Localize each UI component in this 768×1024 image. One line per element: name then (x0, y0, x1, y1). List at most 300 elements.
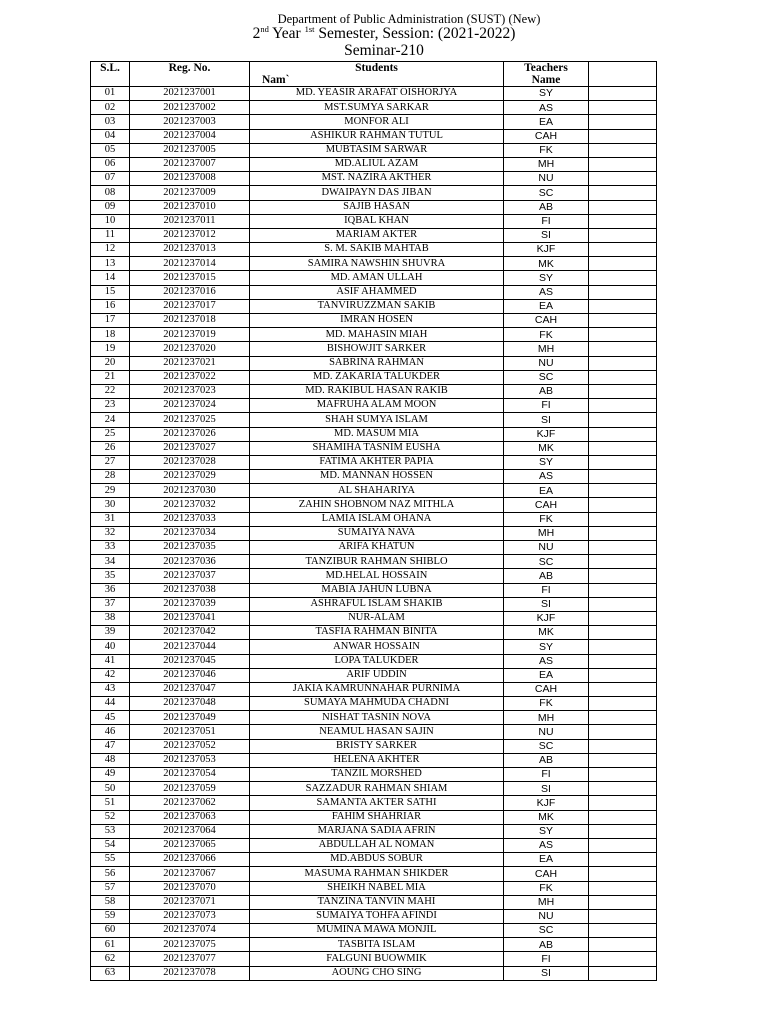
session-text: Semester, Session: (2021-2022) (318, 25, 516, 42)
cell-student-name: IMRAN HOSEN (250, 314, 504, 328)
cell-teacher: SC (504, 370, 589, 384)
cell-extra (589, 938, 657, 952)
cell-teacher: SY (504, 455, 589, 469)
table-row (91, 611, 657, 625)
cell-teacher: SY (504, 87, 589, 101)
cell-reg-no: 2021237010 (130, 200, 250, 214)
header-teacher-name: Teachers Name (504, 62, 589, 87)
cell-extra (589, 753, 657, 767)
cell-teacher: MK (504, 810, 589, 824)
cell-teacher: AB (504, 569, 589, 583)
cell-extra (589, 115, 657, 129)
cell-reg-no: 2021237005 (130, 143, 250, 157)
cell-reg-no: 2021237003 (130, 115, 250, 129)
cell-extra (589, 697, 657, 711)
cell-extra (589, 498, 657, 512)
cell-extra (589, 909, 657, 923)
cell-student-name: MD. YEASIR ARAFAT OISHORJYA (250, 87, 504, 101)
table-row (91, 640, 657, 654)
cell-reg-no: 2021237021 (130, 356, 250, 370)
cell-sl: 21 (91, 370, 130, 384)
cell-reg-no: 2021237059 (130, 782, 250, 796)
table-row (91, 796, 657, 810)
table-row (91, 881, 657, 895)
cell-teacher: CAH (504, 314, 589, 328)
cell-sl: 48 (91, 753, 130, 767)
year-number: 2 (252, 25, 261, 42)
table-body (91, 87, 657, 981)
cell-student-name: LOPA TALUKDER (250, 654, 504, 668)
cell-reg-no: 2021237018 (130, 314, 250, 328)
cell-sl: 43 (91, 682, 130, 696)
cell-student-name: ABDULLAH AL NOMAN (250, 838, 504, 852)
cell-reg-no: 2021237047 (130, 682, 250, 696)
cell-extra (589, 342, 657, 356)
cell-teacher: SI (504, 228, 589, 242)
cell-extra (589, 654, 657, 668)
cell-reg-no: 2021237032 (130, 498, 250, 512)
cell-extra (589, 484, 657, 498)
table-row (91, 711, 657, 725)
cell-reg-no: 2021237028 (130, 455, 250, 469)
cell-reg-no: 2021237046 (130, 668, 250, 682)
cell-extra (589, 356, 657, 370)
cell-teacher: SI (504, 413, 589, 427)
cell-extra (589, 853, 657, 867)
table-row (91, 555, 657, 569)
cell-sl: 31 (91, 512, 130, 526)
cell-extra (589, 200, 657, 214)
cell-extra (589, 470, 657, 484)
cell-sl: 35 (91, 569, 130, 583)
table-row (91, 172, 657, 186)
table-row (91, 101, 657, 115)
cell-extra (589, 711, 657, 725)
cell-extra (589, 455, 657, 469)
cell-sl: 41 (91, 654, 130, 668)
table-row (91, 129, 657, 143)
cell-student-name: TANZIL MORSHED (250, 768, 504, 782)
department-title: Department of Public Administration (SUST) (New) (277, 12, 541, 26)
cell-sl: 49 (91, 768, 130, 782)
cell-teacher: SC (504, 186, 589, 200)
cell-student-name: ASHRAFUL ISLAM SHAKIB (250, 597, 504, 611)
cell-reg-no: 2021237051 (130, 725, 250, 739)
table-row (91, 569, 657, 583)
cell-reg-no: 2021237024 (130, 399, 250, 413)
cell-student-name: SHAH SUMYA ISLAM (250, 413, 504, 427)
cell-teacher: AB (504, 384, 589, 398)
cell-reg-no: 2021237045 (130, 654, 250, 668)
table-row (91, 243, 657, 257)
table-row (91, 384, 657, 398)
table-row (91, 342, 657, 356)
cell-reg-no: 2021237065 (130, 838, 250, 852)
cell-teacher: EA (504, 853, 589, 867)
table-row (91, 952, 657, 966)
cell-teacher: CAH (504, 682, 589, 696)
cell-sl: 59 (91, 909, 130, 923)
cell-sl: 39 (91, 626, 130, 640)
cell-extra (589, 129, 657, 143)
cell-student-name: MABIA JAHUN LUBNA (250, 583, 504, 597)
cell-student-name: MD. MASUM MIA (250, 427, 504, 441)
cell-extra (589, 101, 657, 115)
cell-extra (589, 810, 657, 824)
cell-sl: 08 (91, 186, 130, 200)
cell-student-name: TASBITA ISLAM (250, 938, 504, 952)
cell-sl: 27 (91, 455, 130, 469)
cell-student-name: TASFIA RAHMAN BINITA (250, 626, 504, 640)
year-word: Year (272, 25, 301, 42)
table-row (91, 214, 657, 228)
cell-reg-no: 2021237066 (130, 853, 250, 867)
cell-sl: 44 (91, 697, 130, 711)
cell-extra (589, 824, 657, 838)
cell-teacher: SC (504, 555, 589, 569)
cell-sl: 25 (91, 427, 130, 441)
cell-teacher: AB (504, 753, 589, 767)
cell-teacher: KJF (504, 427, 589, 441)
cell-teacher: FI (504, 214, 589, 228)
cell-student-name: BRISTY SARKER (250, 739, 504, 753)
table-row (91, 867, 657, 881)
cell-reg-no: 2021237001 (130, 87, 250, 101)
cell-sl: 15 (91, 285, 130, 299)
cell-student-name: S. M. SAKIB MAHTAB (250, 243, 504, 257)
cell-reg-no: 2021237009 (130, 186, 250, 200)
semester-number: 1 (304, 24, 309, 34)
cell-student-name: MD. MANNAN HOSSEN (250, 470, 504, 484)
cell-reg-no: 2021237064 (130, 824, 250, 838)
cell-extra (589, 668, 657, 682)
cell-extra (589, 682, 657, 696)
cell-sl: 30 (91, 498, 130, 512)
cell-sl: 11 (91, 228, 130, 242)
table-row (91, 753, 657, 767)
table-row (91, 157, 657, 171)
cell-extra (589, 526, 657, 540)
cell-extra (589, 214, 657, 228)
cell-reg-no: 2021237029 (130, 470, 250, 484)
cell-sl: 24 (91, 413, 130, 427)
cell-sl: 50 (91, 782, 130, 796)
cell-sl: 07 (91, 172, 130, 186)
cell-sl: 20 (91, 356, 130, 370)
cell-teacher: FK (504, 881, 589, 895)
cell-teacher: FI (504, 952, 589, 966)
cell-teacher: KJF (504, 611, 589, 625)
cell-student-name: TANZINA TANVIN MAHI (250, 895, 504, 909)
cell-student-name: SUMAIYA TOHFA AFINDI (250, 909, 504, 923)
table-row (91, 87, 657, 101)
cell-teacher: AS (504, 285, 589, 299)
cell-reg-no: 2021237019 (130, 328, 250, 342)
cell-reg-no: 2021237013 (130, 243, 250, 257)
cell-extra (589, 611, 657, 625)
cell-student-name: SHAMIHA TASNIM EUSHA (250, 441, 504, 455)
cell-reg-no: 2021237027 (130, 441, 250, 455)
cell-extra (589, 782, 657, 796)
cell-teacher: FI (504, 399, 589, 413)
cell-reg-no: 2021237020 (130, 342, 250, 356)
table-header-row (91, 62, 657, 87)
table-row (91, 541, 657, 555)
cell-teacher: CAH (504, 129, 589, 143)
cell-teacher: SY (504, 271, 589, 285)
cell-extra (589, 555, 657, 569)
cell-sl: 46 (91, 725, 130, 739)
table-row (91, 583, 657, 597)
cell-student-name: MASUMA RAHMAN SHIKDER (250, 867, 504, 881)
cell-extra (589, 512, 657, 526)
table-row (91, 314, 657, 328)
cell-reg-no: 2021237014 (130, 257, 250, 271)
cell-student-name: MD.ALIUL AZAM (250, 157, 504, 171)
cell-teacher: MK (504, 441, 589, 455)
cell-reg-no: 2021237034 (130, 526, 250, 540)
cell-sl: 05 (91, 143, 130, 157)
cell-reg-no: 2021237033 (130, 512, 250, 526)
cell-reg-no: 2021237036 (130, 555, 250, 569)
cell-sl: 56 (91, 867, 130, 881)
cell-sl: 42 (91, 668, 130, 682)
cell-student-name: TANZIBUR RAHMAN SHIBLO (250, 555, 504, 569)
table-row (91, 257, 657, 271)
cell-student-name: LAMIA ISLAM OHANA (250, 512, 504, 526)
cell-student-name: NUR-ALAM (250, 611, 504, 625)
cell-student-name: ARIF UDDIN (250, 668, 504, 682)
cell-teacher: EA (504, 299, 589, 313)
table-row (91, 966, 657, 980)
cell-student-name: MAFRUHA ALAM MOON (250, 399, 504, 413)
cell-student-name: MARIAM AKTER (250, 228, 504, 242)
cell-teacher: NU (504, 172, 589, 186)
semester-suffix: st (308, 24, 315, 34)
cell-reg-no: 2021237063 (130, 810, 250, 824)
cell-sl: 34 (91, 555, 130, 569)
cell-extra (589, 143, 657, 157)
cell-teacher: NU (504, 909, 589, 923)
cell-reg-no: 2021237007 (130, 157, 250, 171)
cell-student-name: SHEIKH NABEL MIA (250, 881, 504, 895)
cell-sl: 23 (91, 399, 130, 413)
header-reg-no: Reg. No. (130, 62, 250, 87)
cell-teacher: KJF (504, 243, 589, 257)
cell-sl: 33 (91, 541, 130, 555)
cell-student-name: AL SHAHARIYA (250, 484, 504, 498)
cell-reg-no: 2021237011 (130, 214, 250, 228)
cell-student-name: FALGUNI BUOWMIK (250, 952, 504, 966)
cell-student-name: AOUNG CHO SING (250, 966, 504, 980)
cell-sl: 26 (91, 441, 130, 455)
cell-sl: 16 (91, 299, 130, 313)
table-row (91, 853, 657, 867)
cell-sl: 18 (91, 328, 130, 342)
cell-extra (589, 569, 657, 583)
cell-student-name: MD.ABDUS SOBUR (250, 853, 504, 867)
cell-student-name: MARJANA SADIA AFRIN (250, 824, 504, 838)
table-row (91, 938, 657, 952)
cell-sl: 10 (91, 214, 130, 228)
table-row (91, 470, 657, 484)
cell-teacher: SI (504, 597, 589, 611)
cell-reg-no: 2021237049 (130, 711, 250, 725)
table-row (91, 768, 657, 782)
table-row (91, 498, 657, 512)
cell-sl: 02 (91, 101, 130, 115)
cell-student-name: MUMINA MAWA MONJIL (250, 924, 504, 938)
cell-extra (589, 924, 657, 938)
cell-student-name: SAJIB HASAN (250, 200, 504, 214)
cell-extra (589, 725, 657, 739)
cell-reg-no: 2021237030 (130, 484, 250, 498)
cell-reg-no: 2021237025 (130, 413, 250, 427)
table-row (91, 824, 657, 838)
cell-reg-no: 2021237053 (130, 753, 250, 767)
cell-student-name: ANWAR HOSSAIN (250, 640, 504, 654)
cell-reg-no: 2021237042 (130, 626, 250, 640)
cell-student-name: ARIFA KHATUN (250, 541, 504, 555)
table-row (91, 413, 657, 427)
cell-student-name: MD. AMAN ULLAH (250, 271, 504, 285)
cell-teacher: AS (504, 470, 589, 484)
cell-reg-no: 2021237071 (130, 895, 250, 909)
cell-student-name: BISHOWJIT SARKER (250, 342, 504, 356)
table-row (91, 285, 657, 299)
cell-student-name: NEAMUL HASAN SAJIN (250, 725, 504, 739)
cell-teacher: FK (504, 143, 589, 157)
cell-reg-no: 2021237017 (130, 299, 250, 313)
cell-extra (589, 867, 657, 881)
cell-extra (589, 640, 657, 654)
cell-teacher: MH (504, 711, 589, 725)
cell-sl: 13 (91, 257, 130, 271)
cell-reg-no: 2021237073 (130, 909, 250, 923)
cell-extra (589, 157, 657, 171)
cell-teacher: AS (504, 101, 589, 115)
year-suffix: nd (260, 24, 269, 34)
cell-sl: 04 (91, 129, 130, 143)
header-sl: S.L. (91, 62, 130, 87)
cell-sl: 58 (91, 895, 130, 909)
cell-teacher: FI (504, 768, 589, 782)
cell-reg-no: 2021237012 (130, 228, 250, 242)
table-row (91, 668, 657, 682)
table-row (91, 725, 657, 739)
cell-student-name: SUMAYA MAHMUDA CHADNI (250, 697, 504, 711)
cell-extra (589, 966, 657, 980)
cell-extra (589, 299, 657, 313)
cell-extra (589, 243, 657, 257)
table-row (91, 626, 657, 640)
table-row (91, 782, 657, 796)
cell-sl: 14 (91, 271, 130, 285)
cell-teacher: CAH (504, 498, 589, 512)
cell-student-name: FAHIM SHAHRIAR (250, 810, 504, 824)
table-row (91, 455, 657, 469)
cell-reg-no: 2021237039 (130, 597, 250, 611)
table-row (91, 526, 657, 540)
cell-sl: 22 (91, 384, 130, 398)
cell-student-name: SAMIRA NAWSHIN SHUVRA (250, 257, 504, 271)
cell-reg-no: 2021237052 (130, 739, 250, 753)
cell-sl: 54 (91, 838, 130, 852)
cell-sl: 17 (91, 314, 130, 328)
table-row (91, 186, 657, 200)
header-extra (589, 62, 657, 87)
cell-sl: 60 (91, 924, 130, 938)
table-row (91, 115, 657, 129)
cell-reg-no: 2021237015 (130, 271, 250, 285)
cell-teacher: SI (504, 782, 589, 796)
table-row (91, 427, 657, 441)
cell-reg-no: 2021237023 (130, 384, 250, 398)
cell-extra (589, 399, 657, 413)
cell-student-name: MD.HELAL HOSSAIN (250, 569, 504, 583)
cell-teacher: AB (504, 938, 589, 952)
cell-student-name: TANVIRUZZMAN SAKIB (250, 299, 504, 313)
cell-teacher: FK (504, 697, 589, 711)
cell-reg-no: 2021237075 (130, 938, 250, 952)
cell-extra (589, 796, 657, 810)
cell-sl: 38 (91, 611, 130, 625)
table-row (91, 838, 657, 852)
cell-extra (589, 541, 657, 555)
table-row (91, 370, 657, 384)
cell-sl: 40 (91, 640, 130, 654)
cell-student-name: MST. NAZIRA AKTHER (250, 172, 504, 186)
table-row (91, 697, 657, 711)
cell-teacher: MK (504, 626, 589, 640)
cell-student-name: IQBAL KHAN (250, 214, 504, 228)
cell-extra (589, 597, 657, 611)
cell-sl: 62 (91, 952, 130, 966)
cell-reg-no: 2021237002 (130, 101, 250, 115)
table-row (91, 228, 657, 242)
cell-extra (589, 328, 657, 342)
table-row (91, 328, 657, 342)
cell-teacher: EA (504, 668, 589, 682)
table-row (91, 484, 657, 498)
table-row (91, 441, 657, 455)
cell-extra (589, 271, 657, 285)
cell-teacher: FI (504, 583, 589, 597)
cell-sl: 09 (91, 200, 130, 214)
cell-reg-no: 2021237078 (130, 966, 250, 980)
cell-student-name: FATIMA AKHTER PAPIA (250, 455, 504, 469)
cell-sl: 55 (91, 853, 130, 867)
cell-student-name: DWAIPAYN DAS JIBAN (250, 186, 504, 200)
cell-reg-no: 2021237008 (130, 172, 250, 186)
cell-student-name: MD. ZAKARIA TALUKDER (250, 370, 504, 384)
cell-sl: 47 (91, 739, 130, 753)
cell-reg-no: 2021237062 (130, 796, 250, 810)
cell-teacher: MH (504, 526, 589, 540)
cell-extra (589, 768, 657, 782)
cell-extra (589, 838, 657, 852)
table-row (91, 654, 657, 668)
cell-reg-no: 2021237038 (130, 583, 250, 597)
cell-sl: 61 (91, 938, 130, 952)
table-row (91, 739, 657, 753)
cell-sl: 01 (91, 87, 130, 101)
cell-extra (589, 228, 657, 242)
cell-reg-no: 2021237067 (130, 867, 250, 881)
cell-student-name: MD. RAKIBUL HASAN RAKIB (250, 384, 504, 398)
cell-extra (589, 881, 657, 895)
cell-teacher: SY (504, 824, 589, 838)
